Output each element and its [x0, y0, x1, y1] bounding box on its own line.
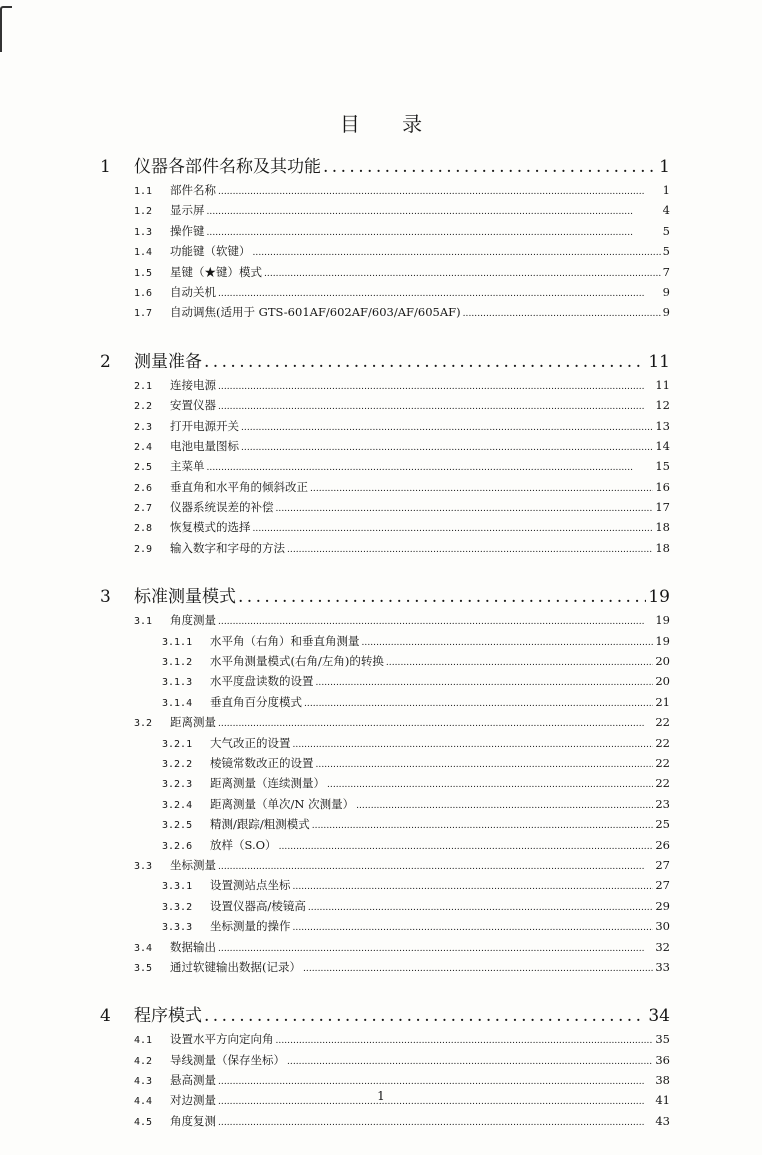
toc-section-entry[interactable]: [100, 304, 670, 324]
section-page: 32: [655, 939, 670, 954]
dot-leader: [218, 1077, 653, 1087]
dot-leader: [279, 842, 654, 852]
section-number: 1.2: [134, 206, 153, 218]
chapter-number: 2: [100, 351, 111, 372]
toc-title: 目 录: [339, 112, 441, 136]
section-page: 38: [655, 1073, 670, 1088]
toc-subsection-entry[interactable]: [100, 694, 670, 714]
subsection-title: 大气改正的设置: [210, 735, 291, 750]
section-number: 1.1: [134, 186, 153, 197]
section-number: 2.4: [134, 441, 153, 453]
dot-leader: [287, 545, 653, 555]
chapter-page: 19: [648, 587, 670, 608]
subsection-page: 21: [655, 694, 670, 709]
subsection-number: 3.3.2: [162, 901, 193, 913]
subsection-number: 3.2.5: [162, 820, 193, 832]
section-title: 操作键: [170, 223, 205, 238]
subsection-page: 29: [655, 898, 670, 913]
section-number: 4.3: [134, 1076, 153, 1088]
subsection-number: 3.1.1: [162, 636, 193, 648]
subsection-title: 棱镜常数改正的设置: [210, 755, 314, 770]
chapter-title: 程序模式: [134, 1006, 202, 1027]
toc-chapter-entry[interactable]: [100, 1001, 670, 1031]
toc-chapter-entry[interactable]: [100, 347, 670, 377]
toc-section-entry[interactable]: [100, 1052, 670, 1072]
subsection-number: 3.1.2: [162, 657, 193, 669]
chapter-page: 1: [659, 157, 670, 177]
section-number: 1.3: [134, 226, 153, 238]
toc-section-entry[interactable]: [100, 182, 670, 202]
section-page: 33: [655, 959, 670, 974]
section-page: 43: [655, 1113, 670, 1128]
subsection-number: 3.3.3: [162, 922, 193, 934]
toc-section-entry[interactable]: [100, 1031, 670, 1051]
section-title: 悬高测量: [170, 1073, 216, 1088]
section-title: 角度测量: [170, 613, 216, 628]
toc-section-entry[interactable]: [100, 264, 670, 284]
subsection-number: 3.1.3: [162, 677, 193, 689]
subsection-page: 30: [655, 919, 670, 934]
section-page: 5: [662, 244, 670, 259]
toc-section-entry[interactable]: [100, 418, 670, 438]
toc-chapter: [100, 152, 670, 325]
dot-leader: [218, 617, 653, 627]
toc-subsection-entry[interactable]: [100, 633, 670, 653]
subsection-title: 放样（S.O）: [210, 837, 277, 852]
dot-leader: [303, 964, 653, 974]
section-number: 2.5: [134, 462, 153, 474]
subsection-page: 26: [655, 837, 670, 852]
table-of-contents: [100, 152, 670, 1155]
dot-leader: [207, 207, 661, 217]
subsection-page: 23: [655, 796, 670, 811]
toc-section-entry[interactable]: [100, 438, 670, 458]
subsection-number: 3.3.1: [162, 881, 193, 893]
section-title: 通过软键输出数据(记录）: [170, 959, 301, 974]
dot-leader: [304, 699, 653, 709]
dot-leader: [327, 780, 653, 790]
section-title: 设置水平方向定向角: [170, 1032, 274, 1047]
dot-leader: [323, 157, 657, 177]
toc-section-entry[interactable]: [100, 519, 670, 539]
toc-subsection-entry[interactable]: [100, 755, 670, 775]
section-number: 2.9: [134, 543, 153, 555]
section-number: 4.5: [134, 1116, 153, 1128]
toc-subsection-entry[interactable]: [100, 775, 670, 795]
dot-leader: [293, 740, 654, 750]
chapter-number: 1: [100, 157, 111, 177]
dot-leader: [218, 289, 661, 299]
section-page: 22: [655, 715, 670, 730]
toc-subsection-entry[interactable]: [100, 735, 670, 755]
subsection-title: 坐标测量的操作: [210, 919, 291, 934]
section-title: 星键（★键）模式: [170, 264, 262, 279]
toc-section-entry[interactable]: [100, 397, 670, 417]
section-number: 4.1: [134, 1035, 153, 1047]
section-title: 输入数字和字母的方法: [170, 540, 285, 555]
section-title: 自动关机: [170, 284, 216, 299]
dot-leader: [308, 903, 653, 913]
dot-leader: [238, 587, 646, 607]
section-page: 16: [655, 479, 670, 494]
dot-leader: [287, 1057, 653, 1067]
dot-leader: [253, 524, 654, 534]
section-title: 仪器系统误差的补偿: [170, 500, 274, 515]
section-page: 9: [662, 284, 670, 299]
section-title: 安置仪器: [170, 398, 216, 413]
dot-leader: [310, 484, 653, 494]
subsection-title: 水平度盘读数的设置: [210, 674, 314, 689]
dot-leader: [241, 443, 653, 453]
chapter-title: 仪器各部件名称及其功能: [134, 157, 321, 177]
toc-subsection-entry[interactable]: [100, 673, 670, 693]
dot-leader: [218, 944, 653, 954]
section-title: 自动调焦(适用于 GTS-601AF/602AF/603/AF/605AF): [170, 305, 461, 320]
section-page: 19: [655, 613, 670, 628]
toc-chapter: [100, 582, 670, 979]
section-number: 3.1: [134, 616, 153, 628]
section-number: 2.2: [134, 401, 153, 413]
subsection-page: 22: [655, 776, 670, 791]
subsection-number: 3.2.4: [162, 799, 193, 811]
section-page: 15: [655, 459, 670, 474]
dot-leader: [264, 269, 661, 279]
section-title: 距离测量: [170, 715, 216, 730]
dot-leader: [463, 309, 661, 319]
toc-section-entry[interactable]: [100, 959, 670, 979]
section-page: 41: [655, 1093, 670, 1108]
subsection-page: 20: [655, 674, 670, 689]
section-title: 主菜单: [170, 459, 205, 474]
toc-section-entry[interactable]: [100, 458, 670, 478]
subsection-title: 设置仪器高/棱镜高: [210, 898, 306, 913]
section-number: 2.3: [134, 421, 153, 433]
toc-subsection-entry[interactable]: [100, 653, 670, 673]
subsection-title: 水平角测量模式(右角/左角)的转换: [210, 654, 384, 669]
dot-leader: [253, 248, 661, 258]
toc-subsection-entry[interactable]: [100, 796, 670, 816]
subsection-title: 垂直角百分度模式: [210, 694, 302, 709]
section-page: 11: [655, 377, 670, 392]
section-number: 2.8: [134, 523, 153, 535]
section-number: 4.4: [134, 1096, 153, 1108]
toc-section-entry[interactable]: [100, 499, 670, 519]
section-title: 对边测量: [170, 1093, 216, 1108]
section-title: 打开电源开关: [170, 418, 239, 433]
subsection-title: 距离测量（单次/N 次测量）: [210, 796, 355, 811]
dot-leader: [204, 1006, 646, 1026]
subsection-page: 27: [655, 878, 670, 893]
section-page: 4: [662, 203, 670, 218]
section-title: 垂直角和水平角的倾斜改正: [170, 479, 308, 494]
dot-leader: [293, 882, 654, 892]
dot-leader: [312, 821, 654, 831]
toc-section-entry[interactable]: [100, 1113, 670, 1133]
subsection-number: 3.2.1: [162, 738, 193, 750]
toc-section-entry[interactable]: [100, 202, 670, 222]
section-title: 部件名称: [170, 183, 216, 197]
section-page: 18: [655, 520, 670, 535]
section-page: 17: [655, 500, 670, 515]
dot-leader: [356, 801, 653, 811]
dot-leader: [218, 719, 653, 729]
toc-section-entry[interactable]: [100, 284, 670, 304]
subsection-page: 20: [655, 654, 670, 669]
toc-subsection-entry[interactable]: [100, 918, 670, 938]
dot-leader: [241, 423, 653, 433]
toc-section-entry[interactable]: [100, 243, 670, 263]
toc-subsection-entry[interactable]: [100, 837, 670, 857]
chapter-number: 3: [100, 587, 111, 608]
dot-leader: [218, 382, 653, 392]
section-page: 35: [655, 1032, 670, 1047]
section-page: 5: [662, 223, 670, 238]
chapter-number: 4: [100, 1006, 111, 1027]
section-number: 1.5: [134, 267, 153, 279]
section-page: 1: [662, 183, 670, 197]
section-title: 导线测量（保存坐标）: [170, 1052, 285, 1067]
subsection-page: 22: [655, 755, 670, 770]
section-title: 显示屏: [170, 203, 205, 218]
section-number: 3.4: [134, 942, 153, 954]
toc-chapter: [100, 347, 670, 561]
section-page: 27: [655, 857, 670, 872]
dot-leader: [218, 862, 653, 872]
subsection-title: 距离测量（连续测量）: [210, 776, 325, 791]
dot-leader: [316, 760, 654, 770]
subsection-title: 设置测站点坐标: [210, 878, 291, 893]
toc-section-entry[interactable]: [100, 939, 670, 959]
section-page: 9: [662, 305, 670, 320]
page-edge-mark: [0, 6, 12, 52]
toc-section-entry[interactable]: [100, 857, 670, 877]
section-number: 2.6: [134, 482, 153, 494]
dot-leader: [218, 187, 661, 197]
subsection-number: 3.2.6: [162, 840, 193, 852]
dot-leader: [386, 658, 654, 668]
chapter-page: 34: [648, 1006, 670, 1027]
chapter-title: 测量准备: [134, 351, 202, 372]
subsection-page: 22: [655, 735, 670, 750]
dot-leader: [276, 1036, 654, 1046]
dot-leader: [207, 228, 661, 238]
subsection-page: 19: [655, 633, 670, 648]
toc-section-entry[interactable]: [100, 540, 670, 560]
dot-leader: [293, 923, 654, 933]
section-page: 36: [655, 1052, 670, 1067]
section-number: 2.1: [134, 380, 153, 392]
section-number: 3.5: [134, 962, 153, 974]
section-number: 1.7: [134, 308, 153, 320]
toc-chapter-entry[interactable]: [100, 582, 670, 612]
section-page: 14: [655, 438, 670, 453]
subsection-page: 25: [655, 817, 670, 832]
subsection-number: 3.2.3: [162, 779, 193, 791]
section-title: 角度复测: [170, 1113, 216, 1128]
subsection-title: 精测/跟踪/粗测模式: [210, 817, 310, 832]
dot-leader: [316, 678, 654, 688]
chapter-page: 11: [648, 351, 670, 372]
dot-leader: [218, 402, 653, 412]
section-page: 12: [655, 398, 670, 413]
section-number: 1.4: [134, 247, 153, 259]
section-title: 连接电源: [170, 377, 216, 392]
section-title: 坐标测量: [170, 857, 216, 872]
section-title: 功能键（软键）: [170, 244, 251, 259]
chapter-title: 标准测量模式: [134, 587, 236, 608]
section-number: 3.2: [134, 718, 153, 730]
section-number: 1.6: [134, 287, 153, 299]
section-page: 18: [655, 540, 670, 555]
section-title: 恢复模式的选择: [170, 520, 251, 535]
section-title: 数据输出: [170, 939, 216, 954]
toc-section-entry[interactable]: [100, 377, 670, 397]
toc-subsection-entry[interactable]: [100, 877, 670, 897]
page-number: 1: [377, 1089, 385, 1103]
section-page: 7: [662, 264, 670, 279]
toc-section-entry[interactable]: [100, 714, 670, 734]
dot-leader: [204, 352, 646, 372]
section-title: 电池电量图标: [170, 438, 239, 453]
toc-chapter: [100, 1001, 670, 1133]
section-page: 13: [655, 418, 670, 433]
section-number: 4.2: [134, 1055, 153, 1067]
toc-subsection-entry[interactable]: [100, 816, 670, 836]
dot-leader: [218, 1118, 653, 1128]
toc-section-entry[interactable]: [100, 223, 670, 243]
toc-section-entry[interactable]: [100, 479, 670, 499]
toc-subsection-entry[interactable]: [100, 898, 670, 918]
section-number: 2.7: [134, 503, 153, 515]
subsection-number: 3.2.2: [162, 758, 193, 770]
dot-leader: [207, 463, 654, 473]
dot-leader: [276, 504, 654, 514]
toc-section-entry[interactable]: [100, 612, 670, 632]
subsection-title: 水平角（右角）和垂直角测量: [210, 633, 360, 648]
section-number: 3.3: [134, 860, 153, 872]
dot-leader: [362, 638, 654, 648]
toc-chapter-entry[interactable]: [100, 152, 670, 182]
subsection-number: 3.1.4: [162, 697, 193, 709]
